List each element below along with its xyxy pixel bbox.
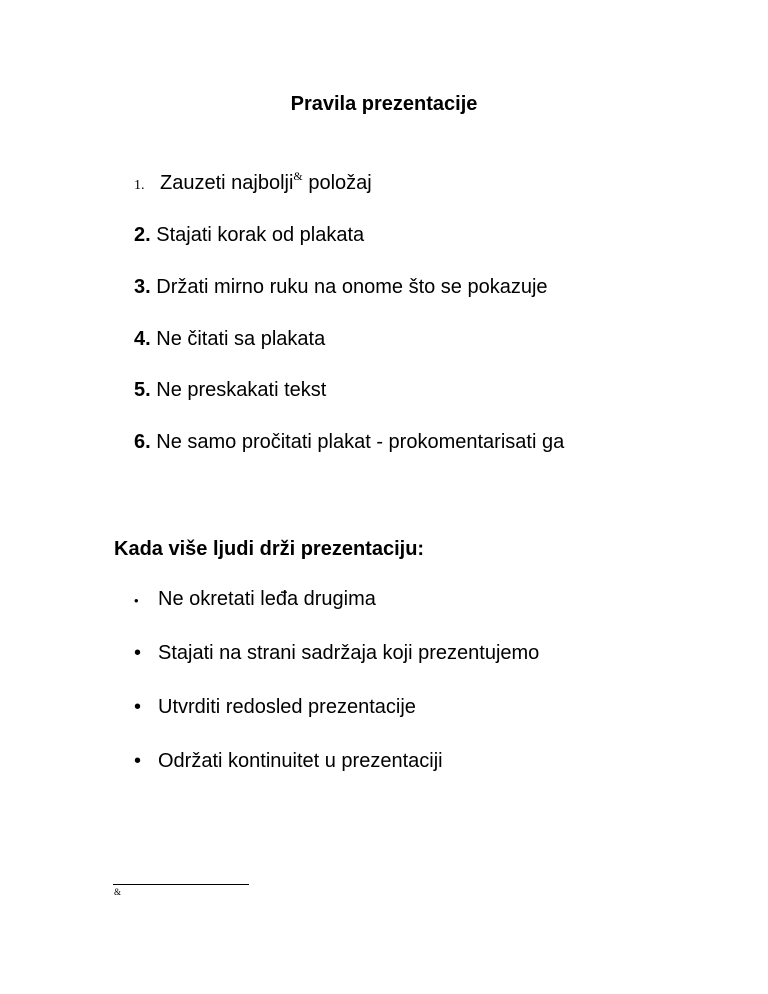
- rule-text: Držati mirno ruku na onome što se pokazuje: [150, 276, 548, 298]
- bullet-item-1: [134, 587, 376, 613]
- rule-text-after: položaj: [302, 172, 372, 194]
- bullet-text: Ne okretati leđa drugima: [158, 588, 376, 610]
- bullet-text: Održati kontinuitet u prezentaciji: [158, 750, 443, 772]
- bullet-text: Stajati na strani sadržaja koji prezentujemo: [158, 642, 540, 664]
- rule-item-2: [134, 223, 364, 247]
- footnote-reference[interactable]: &: [293, 169, 303, 183]
- rule-number: 1.: [134, 178, 145, 193]
- bullet-text: Utvrditi redosled prezentacije: [158, 696, 416, 718]
- footnote-mark: &: [114, 887, 122, 897]
- bullet-icon: •: [134, 642, 142, 664]
- bullet-icon: •: [134, 696, 142, 718]
- footnote-separator: [113, 884, 249, 885]
- rule-text: Ne preskakati tekst: [150, 379, 327, 401]
- rule-number: 2.: [134, 224, 151, 246]
- rule-text: Ne samo pročitati plakat - prokomentarisati ga: [150, 431, 565, 453]
- bullet-item-2: [134, 641, 539, 665]
- bullet-icon: •: [134, 593, 139, 608]
- rule-number: 6.: [134, 431, 151, 453]
- rule-item-6: [134, 430, 564, 454]
- rule-item-4: [134, 327, 325, 351]
- rule-item-1: [134, 171, 372, 198]
- rule-text: Stajati korak od plakata: [150, 224, 365, 246]
- page-title: Pravila prezentacije: [290, 93, 478, 115]
- section-heading: Kada više ljudi drži prezentaciju:: [114, 538, 425, 560]
- rule-item-3: [134, 275, 548, 299]
- rule-text: Ne čitati sa plakata: [150, 328, 326, 350]
- rule-number: 5.: [134, 379, 151, 401]
- rule-text: Zauzeti najbolji: [160, 172, 294, 194]
- rule-item-5: [134, 378, 326, 402]
- rule-number: 3.: [134, 276, 151, 298]
- rule-number: 4.: [134, 328, 151, 350]
- bullet-icon: •: [134, 750, 142, 772]
- bullet-item-3: [134, 695, 416, 719]
- bullet-item-4: [134, 749, 443, 773]
